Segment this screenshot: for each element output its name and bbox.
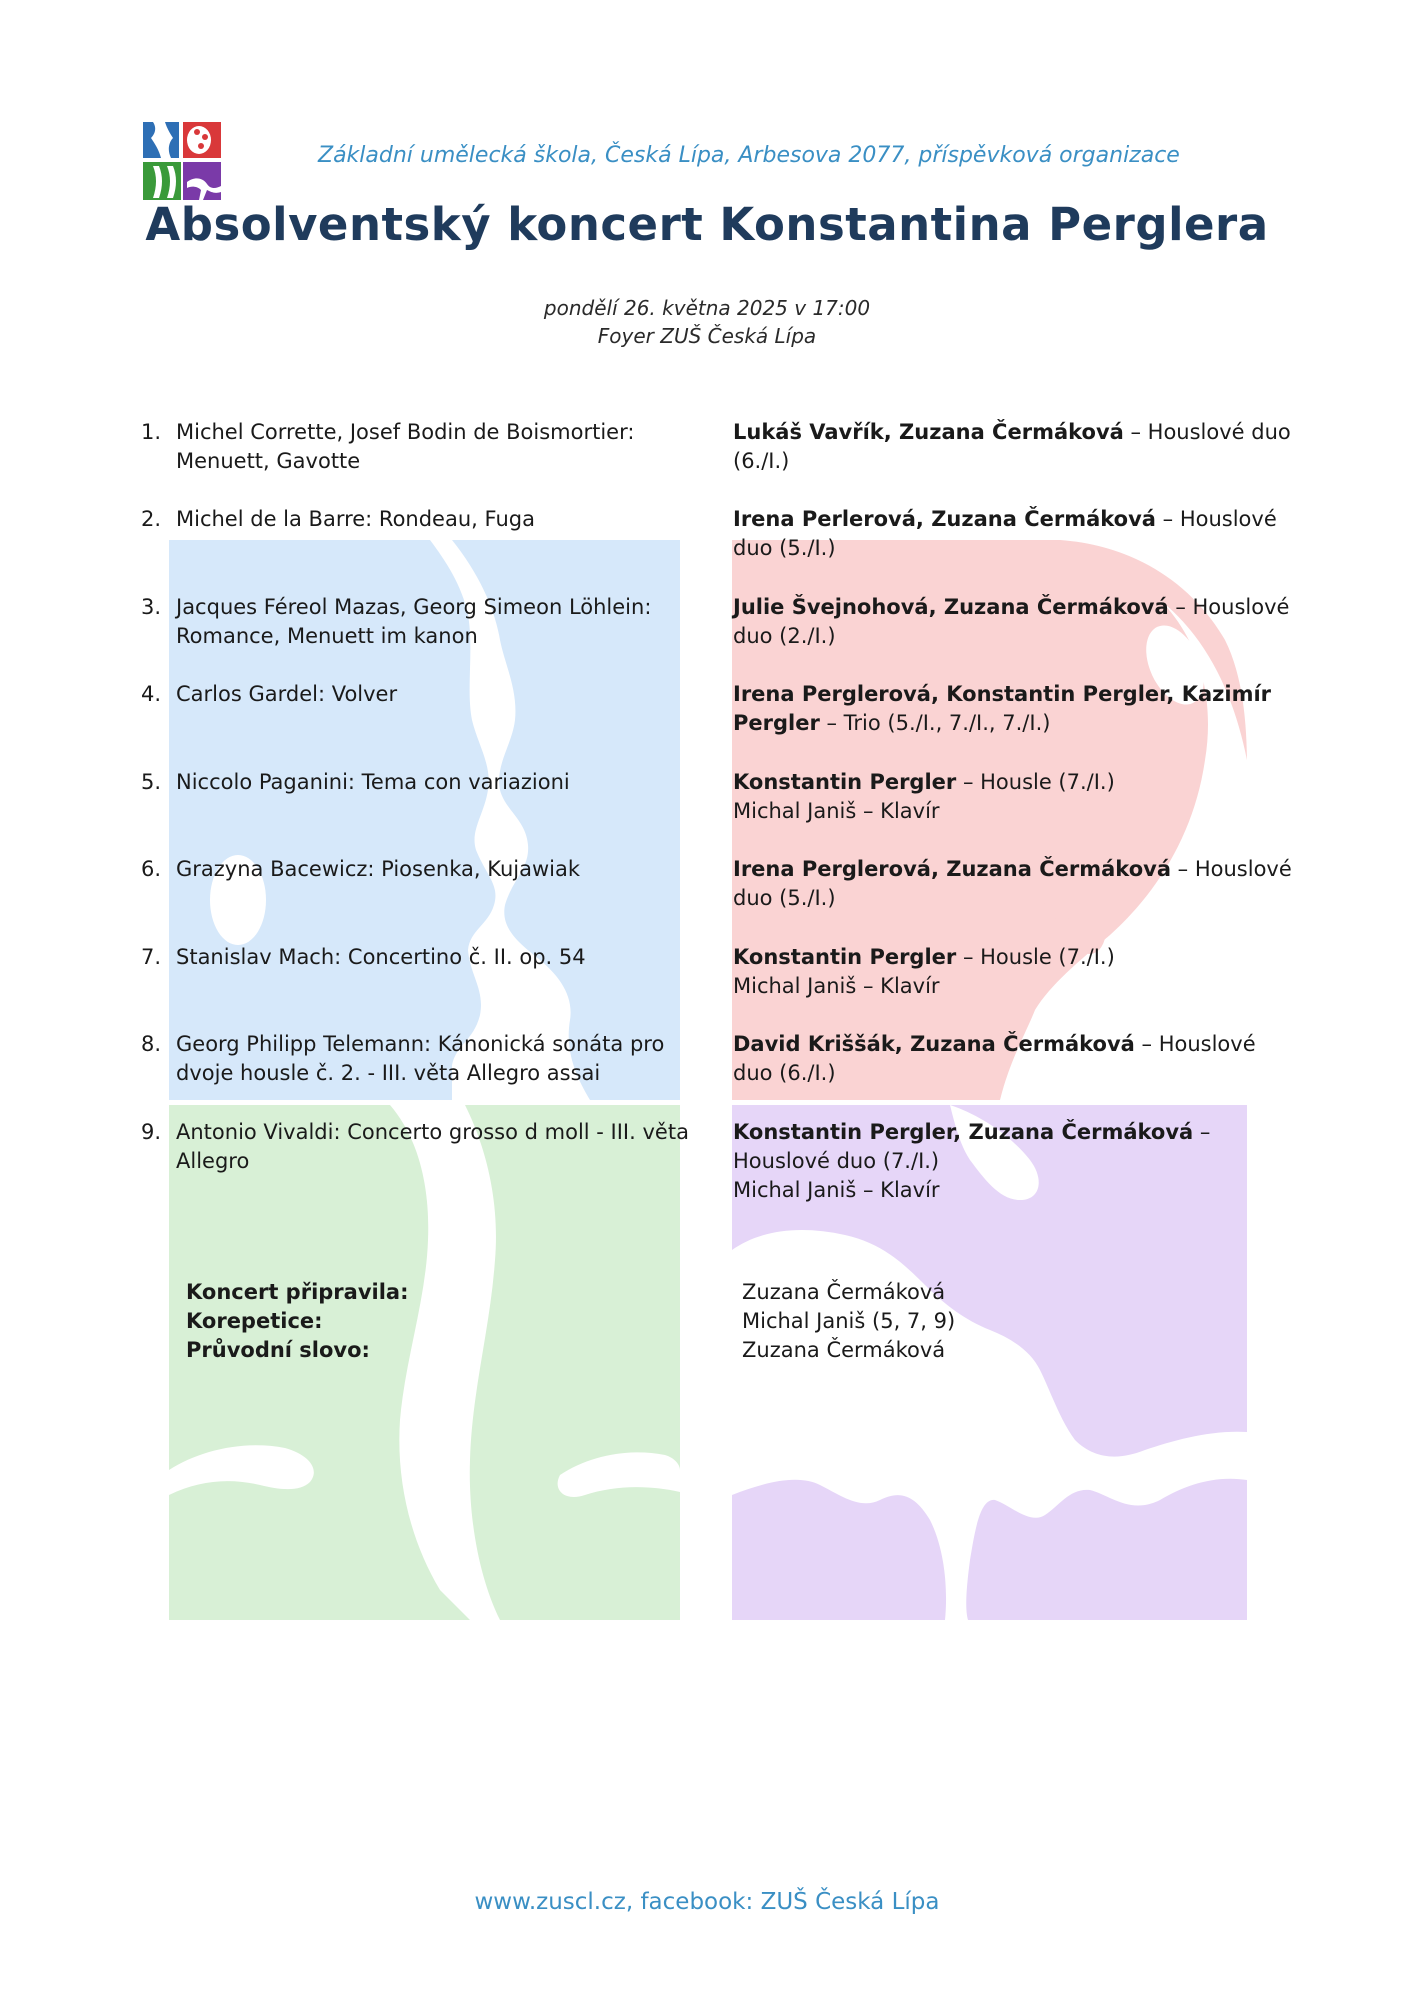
- school-logo: [141, 120, 223, 202]
- piece-title: Niccolo Paganini: Tema con variazioni: [176, 770, 570, 794]
- item-number: 5.: [141, 770, 162, 794]
- item-number: 7.: [141, 945, 162, 969]
- performers-names: Irena Perglerová, Konstantin Pergler, Kazimír Pergler: [733, 682, 1272, 735]
- performers-role: – Houslové duo (2./I.): [733, 595, 1290, 648]
- piece-title: Georg Philipp Telemann: Kánonická sonáta pro dvoje housle č. 2. - III. věta Allegro assai: [176, 1032, 665, 1085]
- performers: [733, 1030, 1293, 1088]
- performers: [733, 768, 1293, 826]
- school-name: Základní umělecká škola, Česká Lípa, Arbesova 2077, příspěvková organizace: [318, 143, 1180, 168]
- performers-role: – Houslové duo (5./I.): [733, 857, 1292, 910]
- performers-extra: Michal Janiš – Klavír: [733, 1178, 940, 1202]
- performers-names: Irena Perlerová, Zuzana Čermáková: [733, 507, 1156, 531]
- performers-extra: Michal Janiš – Klavír: [733, 974, 940, 998]
- performers-names: Julie Švejnohová, Zuzana Čermáková: [733, 595, 1169, 619]
- item-number: 3.: [141, 595, 162, 619]
- event-info: [0, 294, 1414, 350]
- piece-title: Michel de la Barre: Rondeau, Fuga: [176, 507, 535, 531]
- credits-values: [742, 1278, 955, 1365]
- performers: [733, 418, 1293, 476]
- performers: [733, 1118, 1293, 1205]
- prepared-value: Zuzana Čermáková: [742, 1280, 946, 1304]
- performers-names: David Kriššák, Zuzana Čermáková: [733, 1032, 1135, 1056]
- piece-title: Grazyna Bacewicz: Piosenka, Kujawiak: [176, 857, 580, 881]
- performers-role: – Trio (5./I., 7./I., 7./I.): [819, 711, 1051, 735]
- performers-role: – Houslové duo (6./I.): [733, 420, 1291, 473]
- accompaniment-label: Korepetice:: [186, 1309, 323, 1333]
- prepared-label: Koncert připravila:: [186, 1280, 409, 1304]
- performers: [733, 505, 1293, 563]
- performers-names: Konstantin Pergler: [733, 770, 957, 794]
- performers-role: – Houslové duo (5./I.): [733, 507, 1277, 560]
- piece-title: Michel Corrette, Josef Bodin de Boismortier: Menuett, Gavotte: [176, 420, 635, 473]
- performers-role: – Housle (7./I.): [956, 945, 1115, 969]
- performers: [733, 680, 1293, 738]
- performers-role: – Houslové duo (7./I.): [733, 1120, 1211, 1173]
- event-venue: Foyer ZUŠ Česká Lípa: [597, 324, 817, 348]
- event-date: pondělí 26. května 2025 v 17:00: [543, 296, 871, 320]
- item-number: 8.: [141, 1032, 162, 1056]
- speech-value: Zuzana Čermáková: [742, 1338, 946, 1362]
- speech-label: Průvodní slovo:: [186, 1338, 370, 1362]
- performers: [733, 855, 1293, 913]
- credits-labels: [186, 1278, 408, 1365]
- item-number: 4.: [141, 682, 162, 706]
- item-number: 1.: [141, 420, 162, 444]
- performers-extra: Michal Janiš – Klavír: [733, 799, 940, 823]
- item-number: 9.: [141, 1120, 162, 1144]
- footer-links[interactable]: www.zuscl.cz, facebook: ZUŠ Česká Lípa: [474, 1889, 940, 1915]
- performers-names: Irena Perglerová, Zuzana Čermáková: [733, 857, 1171, 881]
- performers-names: Lukáš Vavřík, Zuzana Čermáková: [733, 420, 1124, 444]
- piece-title: Jacques Féreol Mazas, Georg Simeon Löhlein: Romance, Menuett im kanon: [176, 595, 652, 648]
- performers-names: Konstantin Pergler: [733, 945, 957, 969]
- performers-role: – Houslové duo (6./I.): [733, 1032, 1256, 1085]
- item-number: 6.: [141, 857, 162, 881]
- piece-title: Stanislav Mach: Concertino č. II. op. 54: [176, 945, 586, 969]
- piece-title: Carlos Gardel: Volver: [176, 682, 398, 706]
- performers-role: – Housle (7./I.): [956, 770, 1115, 794]
- performers: [733, 593, 1293, 651]
- performers: [733, 943, 1293, 1001]
- item-number: 2.: [141, 507, 162, 531]
- accompaniment-value: Michal Janiš (5, 7, 9): [742, 1309, 956, 1333]
- page-title: Absolventský koncert Konstantina Perglera: [145, 198, 1269, 251]
- piece-title: Antonio Vivaldi: Concerto grosso d moll - III. věta Allegro: [176, 1120, 689, 1173]
- performers-names: Konstantin Pergler, Zuzana Čermáková: [733, 1120, 1194, 1144]
